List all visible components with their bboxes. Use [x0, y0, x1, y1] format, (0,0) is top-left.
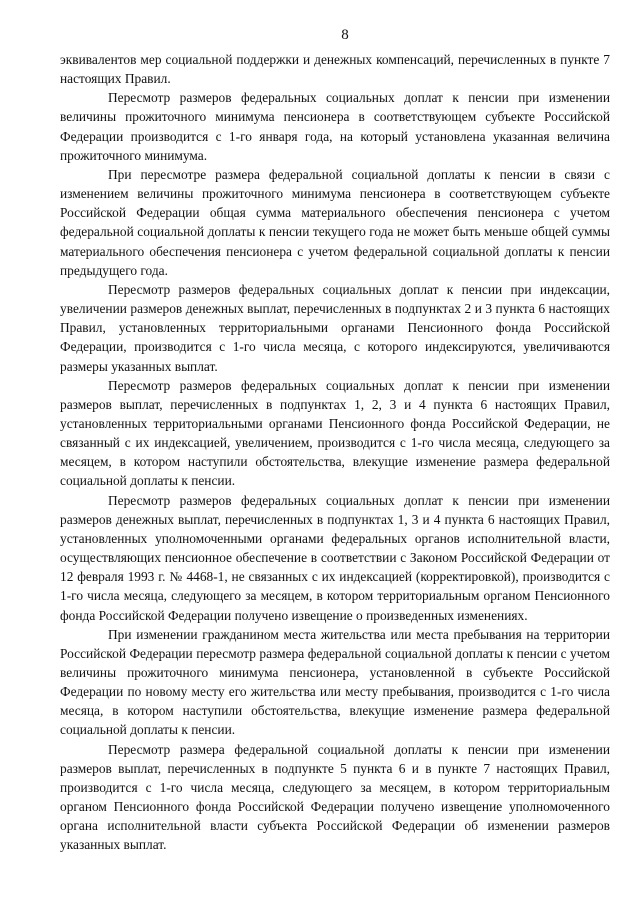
paragraph-living-wage-change: Пересмотр размеров федеральных социальных доплат к пенсии при изменении величины прожиточного минимума пенсионера в соответствующем субъекте Российской Федерации производится с 1-го января года, на который установлена указанная величина прожиточного минимума.: [60, 90, 610, 163]
paragraph-indexation-pfr: Пересмотр размеров федеральных социальных доплат к пенсии при индексации, увеличении размеров денежных выплат, перечисленных в подпунктах 2 и 3 пункта 6 настоящих Правил, установленных территориальными органами Пенсионного фонда Российской Федерации, производится с 1-го числа месяца, с которого индексируются, увеличиваются размеры указанных выплат.: [60, 281, 610, 374]
paragraph-non-indexation-change-pfr: Пересмотр размеров федеральных социальных доплат к пенсии при изменении размеров выплат, перечисленных в подпунктах 1, 2, 3 и 4 пункта 6 настоящих Правил, установленных территориальными органами Пенсионного фонда Российской Федерации, не связанный с их индексацией, увеличением, производится с 1-го числа месяца, следующего за месяцем, в котором наступили обстоятельства, влекущие изменение размера федеральной социальной доплаты к пенсии.: [60, 377, 610, 489]
paragraph-residence-change: При изменении гражданином места жительства или места пребывания на территории Российской Федерации пересмотр размера федеральной социальной доплаты к пенсии с учетом величины прожиточного минимума пенсионера, установленной в субъекте Российской Федерации по новому месту его жительства или месту пребывания, производится с 1-го числа месяца, в котором наступили обстоятельства, влекущие изменение размера федеральной социальной доплаты к пенсии.: [60, 626, 610, 738]
paragraph-total-support-guarantee: При пересмотре размера федеральной социальной доплаты к пенсии в связи с изменением величины прожиточного минимума пенсионера в соответствующем субъекте Российской Федерации общая сумма материального обеспечения пенсионера с учетом федеральной социальной доплаты к пенсии текущего года не может быть меньше общей суммы материального обеспечения пенсионера с учетом федеральной социальной доплаты к пенсии предыдущего года.: [60, 166, 610, 278]
paragraph-regional-payments-change: Пересмотр размера федеральной социальной доплаты к пенсии при изменении размеров выплат, перечисленных в подпункте 5 пункта 6 и в пункте 7 настоящих Правил, производится с 1-го числа месяца, следующего за месяцем, в котором территориальным органом Пенсионного фонда Российской Федерации получено извещение уполномоченного органа исполнительной власти субъекта Российской Федерации об изменении размеров указанных выплат.: [60, 741, 610, 853]
paragraph-continuation: эквивалентов мер социальной поддержки и денежных компенсаций, перечисленных в пункте 7 настоящих Правил.: [60, 52, 610, 87]
paragraph-federal-bodies-change: Пересмотр размеров федеральных социальных доплат к пенсии при изменении размеров денежных выплат, перечисленных в подпунктах 1, 3 и 4 пункта 6 настоящих Правил, установленных уполномоченными органами федеральных органов исполнительной власти, осуществляющих пенсионное обеспечение в соответствии с Законом Российской Федерации от 12 февраля 1993 г. № 4468-1, не связанных с их индексацией (корректировкой), производится с 1-го числа месяца, следующего за месяцем, в котором территориальным органом Пенсионного фонда Российской Федерации получено извещение о произведенных изменениях.: [60, 492, 610, 623]
page-number: 8: [341, 27, 349, 43]
